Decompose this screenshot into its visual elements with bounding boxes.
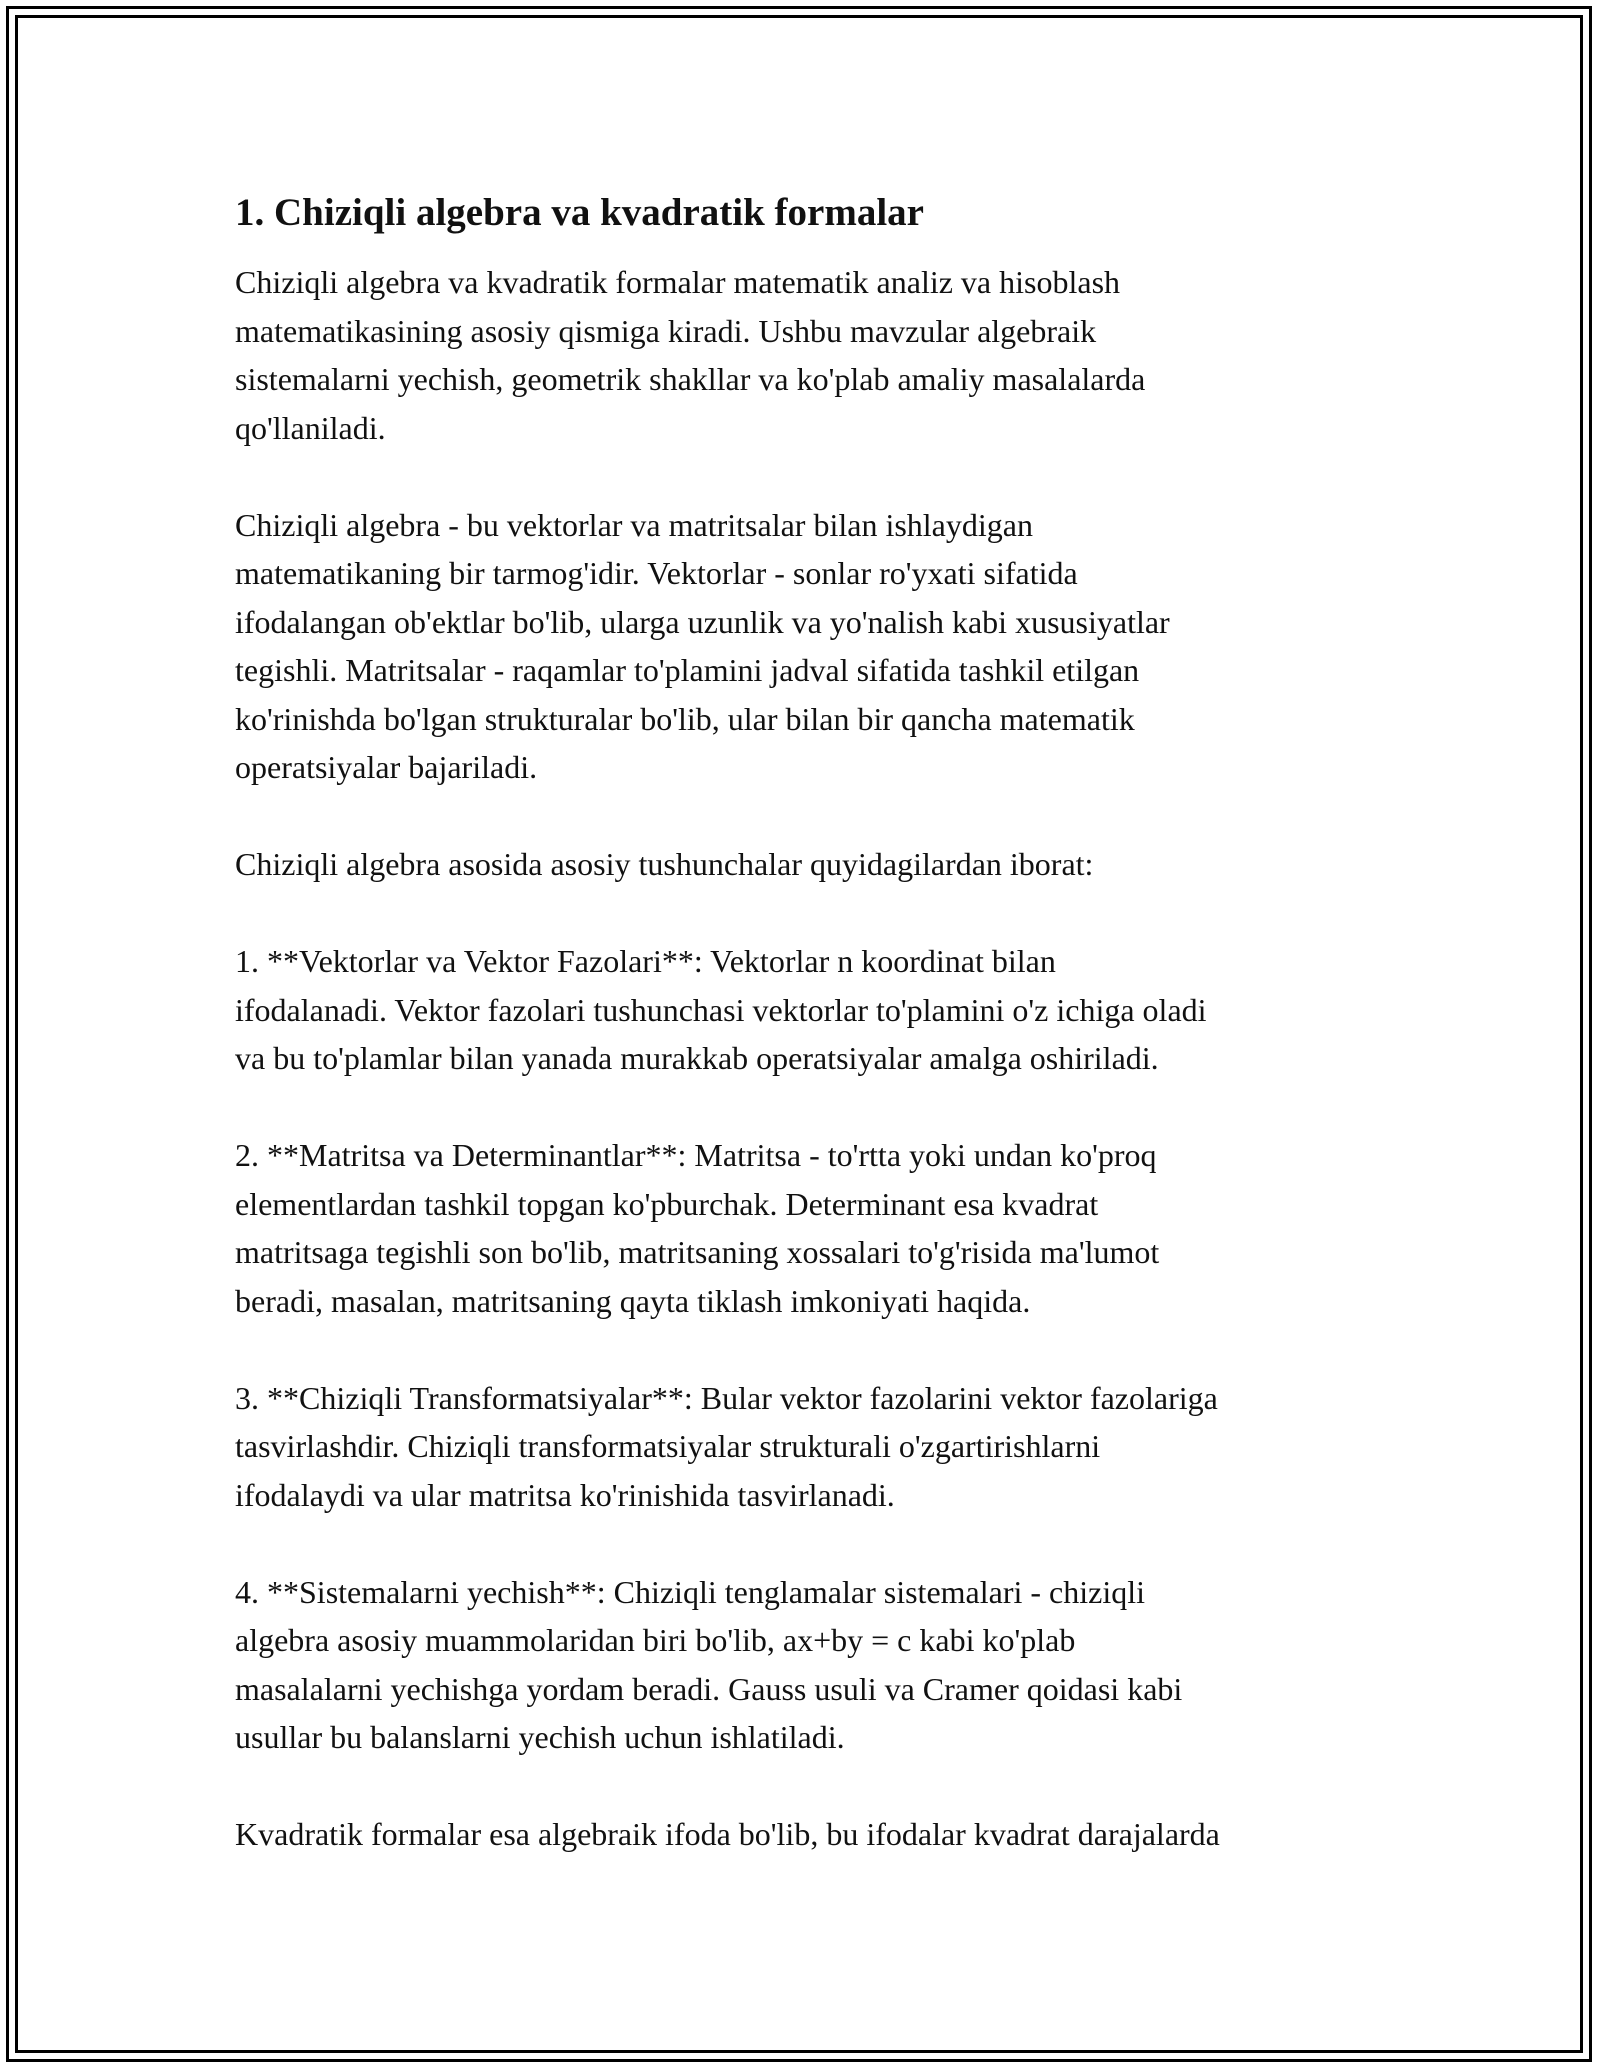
text-line: beradi, masalan, matritsaning qayta tiklash imkoniyati haqida. [235, 1282, 1031, 1319]
text-line: ifodalanadi. Vektor fazolari tushunchasi vektorlar to'plamini o'z ichiga oladi [235, 991, 1207, 1028]
list-item-matrices [235, 1131, 1375, 1325]
text-line: va bu to'plamlar bilan yanada murakkab operatsiyalar amalga oshiriladi. [235, 1040, 1159, 1076]
text-line: Kvadratik formalar esa algebraik ifoda bo'lib, bu ifodalar kvadrat darajalarda [235, 1816, 1220, 1852]
text-line: elementlardan tashkil topgan ko'pburchak. Determinant esa kvadrat [235, 1185, 1099, 1222]
list-item-transformations [235, 1374, 1375, 1520]
text-line: sistemalarni yechish, geometrik shakllar va ko'plab amaliy masalalarda [235, 361, 1146, 397]
text-line: ifodalaydi va ular matritsa ko'rinishida tasvirlanadi. [235, 1476, 895, 1513]
text-line: 2. **Matritsa va Determinantlar**: Matritsa - to'rtta yoki undan ko'proq [235, 1137, 1157, 1173]
text-line: Chiziqli algebra va kvadratik formalar matematik analiz va hisoblash [235, 264, 1121, 300]
list-item-systems [235, 1568, 1375, 1762]
text-line: matritsaga tegishli son bo'lib, matritsaning xossalari to'g'risida ma'lumot [235, 1234, 1160, 1270]
document-title: 1. Chiziqli algebra va kvadratik formalar [235, 191, 924, 234]
text-line: 1. **Vektorlar va Vektor Fazolari**: Vektorlar n koordinat bilan [235, 943, 1056, 979]
paragraph-quadratic-forms [235, 1810, 1375, 1859]
text-line: tasvirlashdir. Chiziqli transformatsiyalar strukturali o'zgartirishlarni [235, 1428, 1101, 1464]
text-line: Chiziqli algebra - bu vektorlar va matritsalar bilan ishlaydigan [235, 506, 1033, 543]
text-line: algebra asosiy muammolaridan biri bo'lib, ax+by = c kabi ko'plab [235, 1622, 1076, 1658]
text-line: tegishli. Matritsalar - raqamlar to'plamini jadval sifatida tashkil etilgan [235, 652, 1140, 688]
text-line: 4. **Sistemalarni yechish**: Chiziqli tenglamalar sistemalari - chiziqli [235, 1573, 1145, 1610]
text-line: ko'rinishda bo'lgan strukturalar bo'lib, ular bilan bir qancha matematik [235, 700, 1135, 737]
text-line: masalalarni yechishga yordam beradi. Gauss usuli va Cramer qoidasi kabi [235, 1670, 1183, 1707]
text-line: qo'llaniladi. [235, 409, 386, 446]
text-line: ifodalangan ob'ektlar bo'lib, ularga uzunlik va yo'nalish kabi xususiyatlar [235, 603, 1170, 640]
text-line: Chiziqli algebra asosida asosiy tushunchalar quyidagilardan iborat: [235, 846, 1094, 882]
document-body [235, 188, 1375, 1907]
paragraph-intro [235, 258, 1375, 452]
paragraph-definition [235, 501, 1375, 792]
text-line: matematikasining asosiy qismiga kiradi. Ushbu mavzular algebraik [235, 312, 1097, 349]
paragraph-concepts-intro [235, 840, 1375, 889]
text-line: usullar bu balanslarni yechish uchun ishlatiladi. [235, 1719, 845, 1755]
text-line: operatsiyalar bajariladi. [235, 749, 538, 785]
list-item-vectors [235, 937, 1375, 1083]
text-line: 3. **Chiziqli Transformatsiyalar**: Bular vektor fazolarini vektor fazolariga [235, 1379, 1218, 1416]
text-line: matematikaning bir tarmog'idir. Vektorlar - sonlar ro'yxati sifatida [235, 555, 1078, 591]
